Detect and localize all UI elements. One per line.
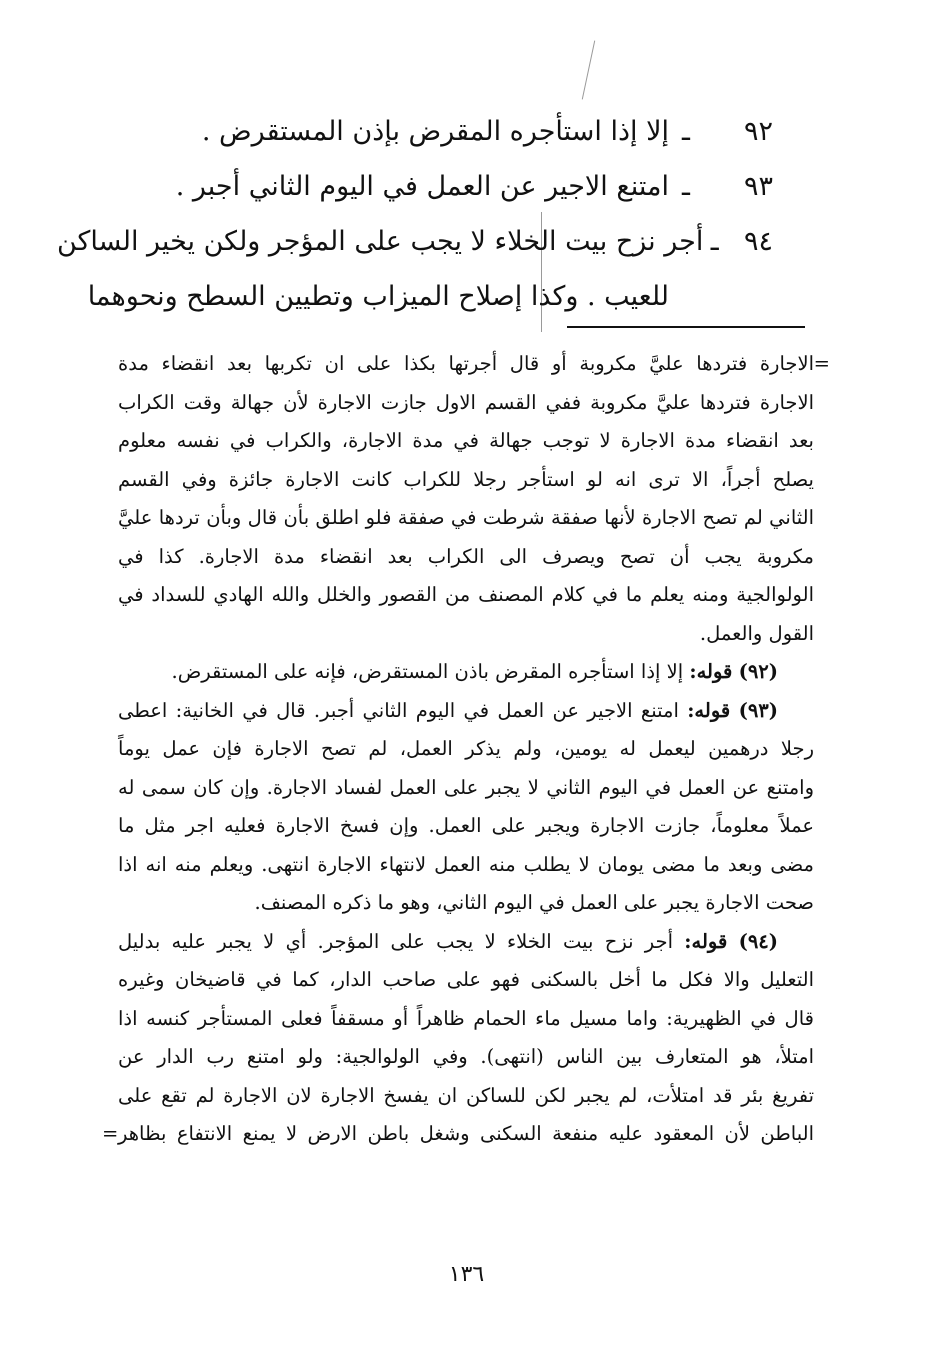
- commentary-line: الاجارة فتردها عليَّ مكروبة ففي القسم الاول جازت الاجارة لأن جهالة وقت الكراب: [118, 390, 814, 414]
- commentary: [102, 345, 830, 1154]
- item-number: ٩٣: [743, 171, 773, 202]
- note-number: (٩٤): [738, 929, 778, 953]
- commentary-line: بعد انقضاء مدة الاجارة لا توجب جهالة في مدة الاجارة، والكراب في نفسه معلوم: [118, 429, 814, 452]
- item-number: ٩٢: [743, 116, 773, 147]
- commentary-line: امتلأ، هو المتعارف بين الناس (انتهى). وفي الولوالجية: ولو امتنع رب الدار عن: [118, 1045, 814, 1068]
- matn-item-93: [57, 159, 773, 214]
- commentary-line: وامتنع عن العمل في اليوم الثاني لا يجبر على العمل لفساد الاجارة. وإن كان سمى له: [118, 775, 814, 799]
- matn-item-94-continuation: [57, 269, 773, 324]
- main-text: [57, 104, 773, 324]
- commentary-line: الباطن لأن المعقود عليه منفعة السكنى وشغل باطن الارض لا يمنع الانتفاع بظاهر =: [118, 1115, 814, 1154]
- scan-mark: [582, 41, 595, 100]
- commentary-line: عملاً معلوماً، جازت الاجارة ويجبر على العمل. وإن فسخ الاجارة فعليه اجر مثل ما: [118, 814, 814, 837]
- commentary-line: يصلح أجراً، الا ترى انه لو استأجر رجلا للكراب كانت الاجارة جائزة وفي القسم: [118, 467, 814, 491]
- item-text: للعيب . وكذا إصلاح الميزاب وتطيين السطح ونحوهما: [87, 281, 669, 312]
- commentary-line: الولوالجية ومنه يعلم ما في كلام المصنف من القصور والخلل والله الهادي للسداد في: [118, 583, 814, 606]
- commentary-line: التعليل والا فكل ما أخل بالسكنى فهو على صاحب الدار، كما في قاضيخان وغيره: [118, 968, 814, 991]
- item-text: امتنع الاجير عن العمل في اليوم الثاني أجبر .: [175, 171, 669, 202]
- commentary-line: مضى وبعد ما مضى يومان لا يطلب منه العمل لانتهاء الاجارة انتهى. ويعلم منه انه اذا: [118, 852, 814, 876]
- footnote-separator: [567, 326, 805, 328]
- commentary-line: قال في الظهيرية: واما مسيل ماء الحمام ظاهراً أو مسقفاً فعلى المستأجر كنسه اذا: [118, 1006, 814, 1030]
- item-dash: ـ: [710, 226, 719, 257]
- commentary-line: القول والعمل.: [699, 621, 814, 645]
- note-number: (٩٢): [738, 660, 778, 683]
- commentary-line: الثاني لم تصح الاجارة لأنها صفقة شرطت في صفقة فلو اطلق بأن قال وبأن تردها عليَّ: [118, 506, 814, 529]
- item-dash: ـ: [682, 171, 690, 202]
- note-text: إلا إذا استأجره المقرض باذن المستقرض، فإنه على المستقرض.: [171, 660, 684, 683]
- note-number: (٩٣): [738, 698, 778, 722]
- qawl-label: قوله:: [687, 698, 731, 722]
- item-text: أجر نزح بيت الخلاء لا يجب على المؤجر ولكن يخير الساكن: [57, 226, 704, 257]
- item-text: إلا إذا استأجره المقرض بإذن المستقرض .: [201, 116, 669, 147]
- commentary-line: تفريغ بئر قد امتلأت، لم يجبر لكن للساكن ان يفسخ الاجارة لان الاجارة لم تقع على: [118, 1083, 814, 1107]
- commentary-line: مكروبة يجب أن تصح ويصرف الى الكراب بعد انقضاء مدة الاجارة. كذا في: [118, 544, 814, 568]
- qawl-label: قوله:: [684, 929, 728, 953]
- continuation-mark: =: [813, 352, 830, 375]
- matn-item-92: [57, 104, 773, 159]
- commentary-line: رجلا درهمين ليعمل له يومين، ولم يذكر العمل، لم تصح الاجارة فإن عمل يوماً: [118, 737, 814, 760]
- note-94: [118, 923, 814, 962]
- continuation-mark: =: [102, 1122, 119, 1145]
- note-text: امتنع الاجير عن العمل في اليوم الثاني أجبر. قال في الخانية: اعطى: [118, 698, 679, 722]
- commentary-line: صحت الاجارة يجبر على العمل في اليوم الثاني، وهو ما ذكره المصنف.: [254, 891, 814, 914]
- matn-item-94: [57, 214, 773, 269]
- qawl-label: قوله:: [689, 660, 733, 683]
- item-number: ٩٤: [743, 226, 773, 257]
- page-number: ١٣٦: [448, 1262, 485, 1287]
- note-93: [118, 692, 814, 731]
- item-dash: ـ: [682, 116, 690, 147]
- note-text: أجر نزح بيت الخلاء لا يجب على المؤجر. أي لا يجبر عليه بدليل: [118, 929, 674, 953]
- commentary-line: = الاجارة فتردها عليَّ مكروبة أو قال أجرتها بكذا على ان تكربها بعد انقضاء مدة: [118, 345, 814, 384]
- note-92: [118, 653, 814, 692]
